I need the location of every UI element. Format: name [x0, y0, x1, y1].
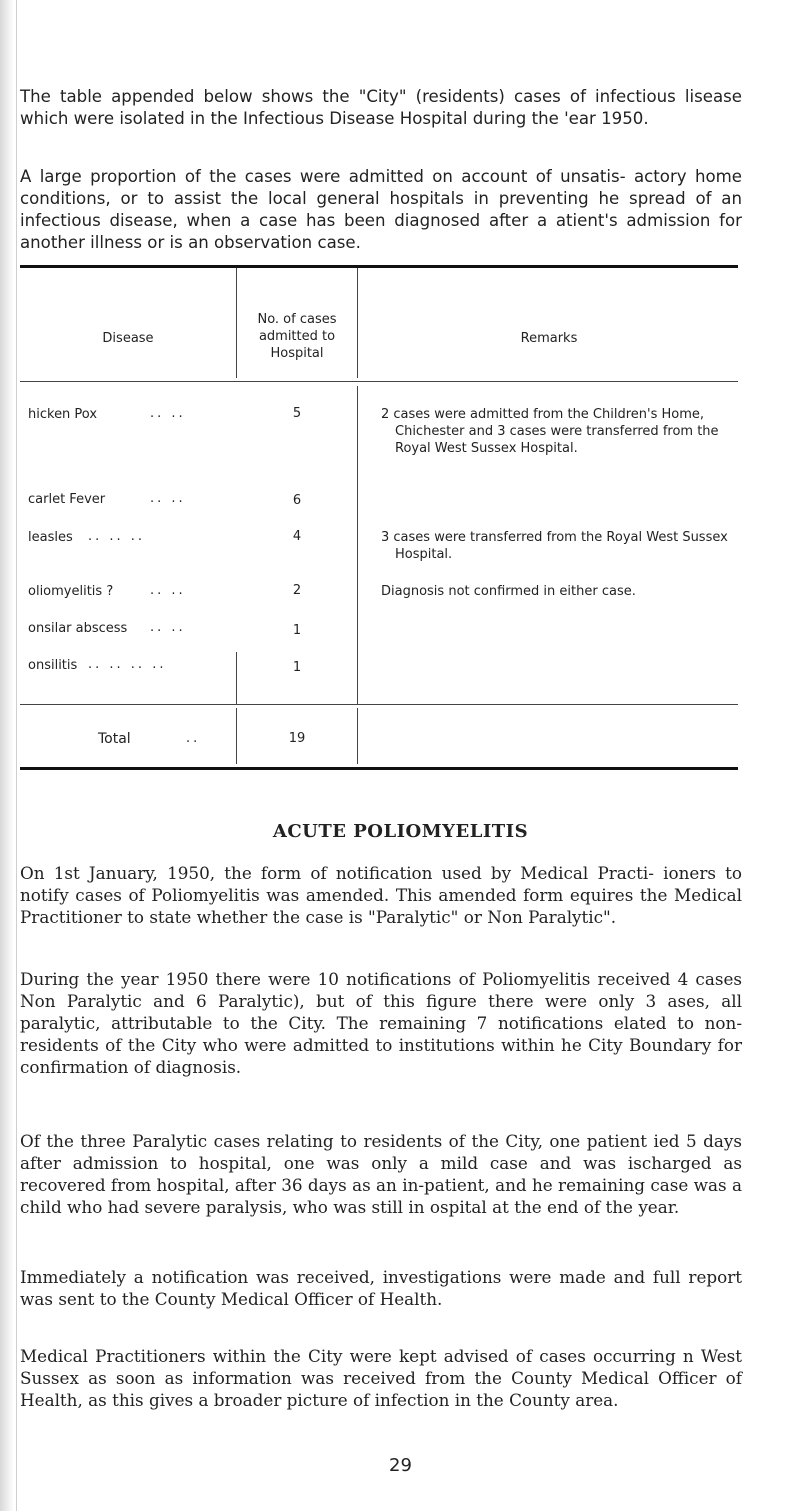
leader-dots: .. [186, 731, 201, 746]
header-remarks: Remarks [520, 331, 578, 346]
row-disease: onsilar abscess [28, 621, 128, 636]
row-cases: 1 [292, 660, 302, 675]
section-paragraph-2: During the year 1950 there were 10 notifications of Poliomyelitis received 4 cases Non Paralytic and 6 Paralytic), but of this figure there were only 3 ases, all paralytic, attributable to the City. The remaining 7 notifications elated to non-residents of the City who were admitted to institutions within he City Boundary for confirmation of diagnosis. [20, 969, 742, 1077]
leader-dots: .. .. [150, 583, 186, 598]
header-disease: Disease [102, 331, 154, 346]
section-paragraph-1: On 1st January, 1950, the form of notification used by Medical Practi- ioners to notify cases of Poliomyelitis was amended. This amended form equires the Medical Practitioner to state whether the case is "Paralytic" or Non Paralytic". [20, 863, 742, 927]
leader-dots: .. .. .. .. [88, 657, 167, 672]
row-cases: 5 [292, 406, 302, 421]
header-divider-2 [357, 268, 358, 378]
section-paragraph-3: Of the three Paralytic cases relating to residents of the City, one patient ied 5 days after admission to hospital, one was only a mild case and was ischarged as recovered from hospital, after 36 days as an in-patient, and he remaining case was a child who had severe paralysis, who was still in ospital at the end of the year. [20, 1131, 742, 1217]
row-disease: carlet Fever [28, 492, 106, 507]
section-paragraph-5: Medical Practitioners within the City were kept advised of cases occurring n West Sussex as soon as information was received from the County Medical Officer of Health, as this gives a broader picture of infection in the County area. [20, 1346, 742, 1410]
section-heading: ACUTE POLIOMYELITIS [272, 821, 529, 842]
body-divider-2 [357, 386, 358, 704]
body-divider-1 [236, 652, 237, 704]
table-bottom-rule [20, 767, 738, 770]
row-disease: leasles [28, 530, 73, 545]
row-disease: onsilitis [28, 658, 78, 673]
intro-paragraph-1: The table appended below shows the "City" (residents) cases of infectious lisease which were isolated in the Infectious Disease Hospital during the 'ear 1950. [20, 87, 742, 128]
intro-paragraph-2: A large proportion of the cases were admitted on account of unsatis- actory home conditions, or to assist the local general hospitals in preventing he spread of an infectious disease, when a case has been diagnosed after a atient's admission for another illness or is an observation case. [20, 167, 742, 252]
section-paragraph-4: Immediately a notification was received, investigations were made and full report was sent to the County Medical Officer of Health. [20, 1267, 742, 1309]
total-divider-2 [357, 708, 358, 764]
row-remarks-text: 2 cases were admitted from the Children's Home, Chichester and 3 cases were transferred from the Royal West Sussex Hospital. [381, 407, 719, 456]
total-value: 19 [288, 731, 306, 746]
row-remarks: Diagnosis not confirmed in either case. [381, 584, 636, 599]
row-remarks-text: 3 cases were transferred from the Royal West Sussex Hospital. [381, 530, 728, 562]
header-divider-1 [236, 268, 237, 378]
total-label: Total [98, 731, 131, 747]
page-number: 29 [389, 1455, 412, 1476]
leader-dots: .. .. [150, 406, 186, 421]
row-remarks [381, 529, 736, 563]
table-top-rule [20, 265, 738, 268]
header-cases: No. of cases admitted to Hospital [257, 312, 337, 361]
row-disease: hicken Pox [28, 407, 98, 422]
leader-dots: .. .. .. [88, 529, 146, 544]
leader-dots: .. .. [150, 620, 186, 635]
table-total-rule [20, 704, 738, 705]
row-cases: 2 [292, 583, 302, 598]
total-divider-1 [236, 708, 237, 764]
table-header-rule [20, 381, 738, 382]
row-disease: oliomyelitis ? [28, 584, 114, 599]
row-remarks [381, 406, 736, 457]
row-cases: 6 [292, 493, 302, 508]
page-binding-shadow [0, 0, 14, 1511]
row-cases: 4 [292, 529, 302, 544]
page-binding-edge [16, 0, 17, 1511]
leader-dots: .. .. [150, 491, 186, 506]
row-cases: 1 [292, 623, 302, 638]
